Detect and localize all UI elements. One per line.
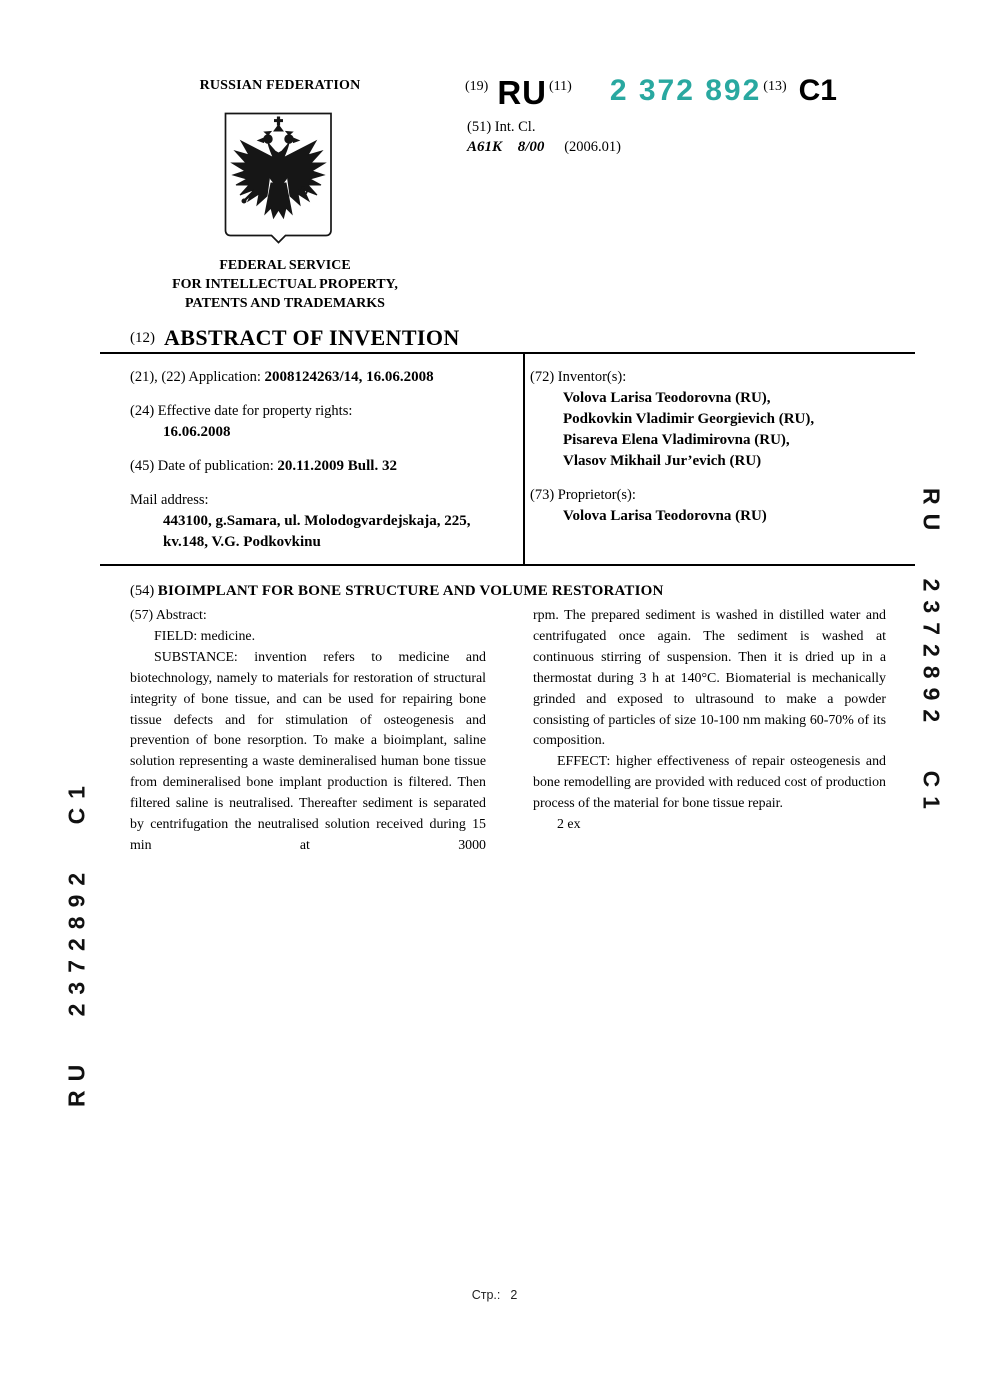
- abstract-column-right: [533, 606, 886, 836]
- authority-line: FEDERAL SERVICE: [219, 258, 351, 273]
- abstract-substance: SUBSTANCE: invention refers to medicine and biotechnology, namely to materials for restoration of structural integrity of bone tissue, and can be used for repairing bone tissue defects and for stimulation of osteogenesis and prevention of bone resorption. To make a bioimplant, saline solution representing a waste demineralised human bone tissue from demineralised bone implant production is filtered. Then filtered saline is neutralised. Thereafter sediment is separated by centrifugation the neutralised solution received during 15 min at 3000: [130, 649, 486, 853]
- application-label: (21), (22) Application:: [130, 369, 261, 385]
- inid-13: (13): [763, 79, 787, 94]
- publication-id-line: [465, 76, 837, 109]
- country-code: RU: [497, 74, 547, 111]
- inid-12: (12): [130, 330, 155, 346]
- authority-name: [130, 256, 440, 313]
- abstract-examples: 2 ex: [557, 817, 581, 833]
- page-number: 2: [510, 1288, 518, 1302]
- inventors-label: (72) Inventor(s):: [530, 369, 627, 385]
- double-headed-eagle-icon: [222, 231, 335, 248]
- intcl-label: (51) Int. Cl.: [467, 119, 536, 135]
- bibliography-left: [130, 367, 515, 566]
- kind-code: C1: [798, 74, 837, 107]
- application-line: [130, 367, 515, 388]
- abstract-column-left: [130, 606, 486, 857]
- publication-date-line: [130, 456, 515, 477]
- document-type-title: ABSTRACT OF INVENTION: [164, 325, 460, 350]
- publication-number: 2 372 892: [609, 74, 762, 107]
- abstract-effect: EFFECT: higher effectiveness of repair osteogenesis and bone remodelling are provided with reduced cost of production process of the material for bone tissue repair.: [533, 754, 886, 812]
- effective-date-value: 16.06.2008: [163, 424, 231, 440]
- application-value: 2008124263/14, 16.06.2008: [264, 369, 434, 385]
- mail-address-line: 443100, g.Samara, ul. Molodogvardejskaja, 225,: [163, 513, 471, 529]
- mail-address-line: kv.148, V.G. Podkovkinu: [163, 534, 321, 550]
- abstract-label: (57) Abstract:: [130, 608, 207, 623]
- authority-line: PATENTS AND TRADEMARKS: [185, 296, 385, 311]
- mail-address-label: Mail address:: [130, 492, 209, 508]
- page-footer: [0, 1288, 989, 1302]
- country-name: RUSSIAN FEDERATION: [199, 78, 361, 93]
- bibliography-right: [530, 367, 910, 540]
- inid-54: (54): [130, 583, 155, 599]
- mail-address-block: [130, 490, 515, 553]
- coat-of-arms: [222, 111, 335, 244]
- effective-date-label: (24) Effective date for property rights:: [130, 403, 353, 419]
- invention-title-line: [130, 583, 910, 600]
- column-divider: [523, 352, 525, 566]
- inventor-name: Volova Larisa Teodorovna (RU),: [563, 390, 771, 406]
- sidebar-publication-number-right: RU 2372892 C1: [918, 488, 945, 818]
- sidebar-publication-number-left: RU 2372892 C1: [63, 777, 90, 1107]
- authority-line: FOR INTELLECTUAL PROPERTY,: [172, 277, 398, 292]
- inventor-name: Vlasov Mikhail Jur’evich (RU): [563, 453, 762, 469]
- abstract-continuation: rpm. The prepared sediment is washed in distilled water and centrifugated once again. The sediment is washed at continuous stirring of suspension. Then it is dried up in a thermostat during 3 h at 140°C. Biomaterial is mechanically grinded and exposed to ultrasound to make a powder consisting of particles of size 10-100 nm making 60-70% of its composition.: [533, 608, 886, 749]
- intcl-class: A61K 8/00: [467, 139, 545, 155]
- inventors-block: [530, 367, 910, 472]
- intcl-value: [467, 139, 621, 156]
- publication-date-label: (45) Date of publication:: [130, 458, 274, 474]
- inid-11: (11): [549, 79, 572, 94]
- inventor-name: Podkovkin Vladimir Georgievich (RU),: [563, 411, 815, 427]
- inventor-name: Pisareva Elena Vladimirovna (RU),: [563, 432, 790, 448]
- publication-date-value: 20.11.2009 Bull. 32: [277, 458, 397, 474]
- inid-19: (19): [465, 79, 489, 94]
- page-label: Стр.:: [471, 1288, 501, 1302]
- proprietors-label: (73) Proprietor(s):: [530, 487, 636, 503]
- invention-title: BIOIMPLANT FOR BONE STRUCTURE AND VOLUME RESTORATION: [157, 583, 664, 599]
- document-type-heading: [130, 325, 460, 351]
- proprietor-name: Volova Larisa Teodorovna (RU): [563, 508, 767, 524]
- abstract-field: FIELD: medicine.: [154, 628, 256, 644]
- horizontal-rule-top: [100, 352, 915, 354]
- intcl-year: (2006.01): [564, 139, 621, 155]
- proprietors-block: [530, 485, 910, 527]
- effective-date-block: [130, 401, 515, 443]
